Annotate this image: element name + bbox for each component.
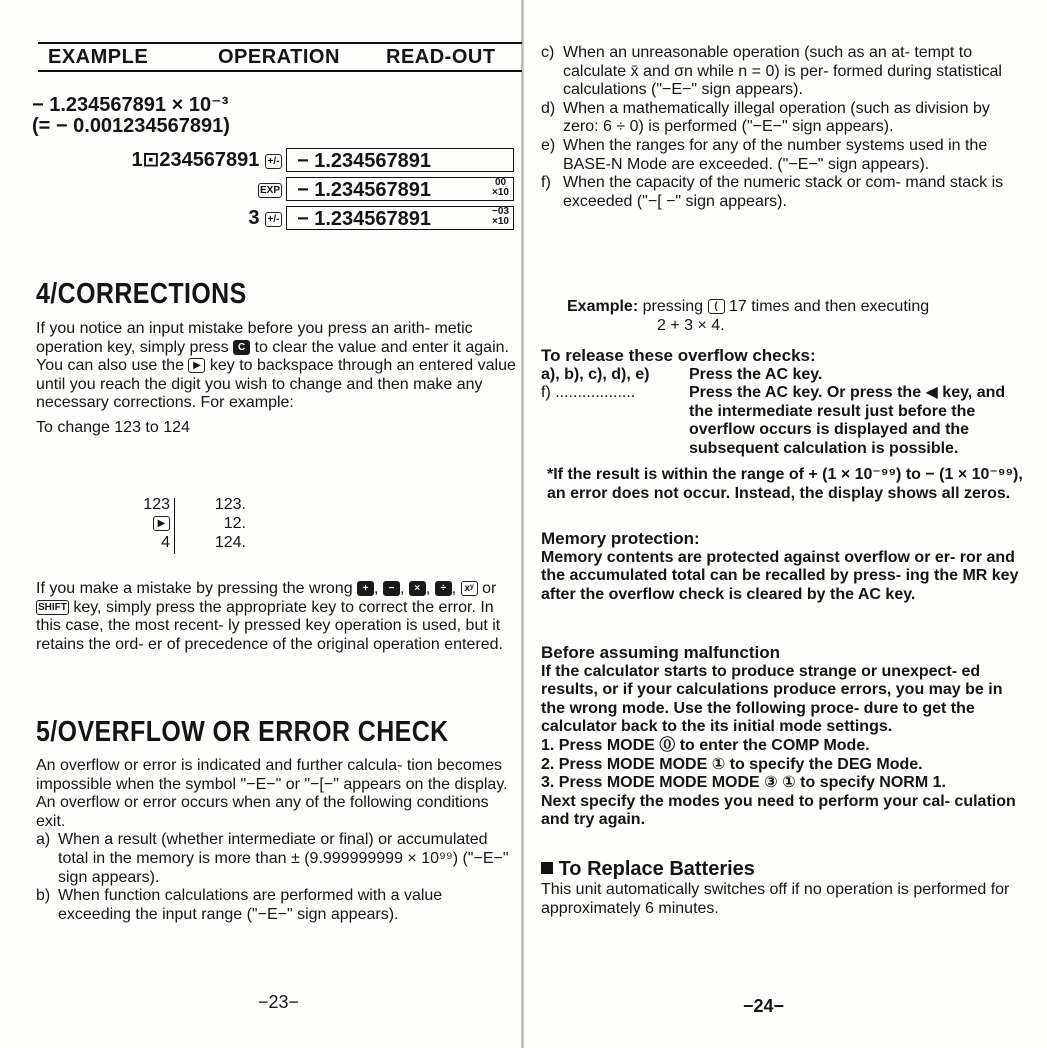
header-operation: OPERATION <box>218 46 340 68</box>
table-display: 124. <box>214 534 246 551</box>
change-example-label: To change 123 to 124 <box>36 418 190 436</box>
example-value: − 1.234567891 × 10⁻³ <box>32 94 229 116</box>
corrections-para1: If you notice an input mistake before you press an arith- metic operation key, simply press C to clear the value and enter it again. <box>36 320 509 356</box>
memory-text: Memory contents are protected against overflow or er- ror and the accumulated total can be recalled by press- ing the MR key after the overflow check is cleared by the AC key. <box>541 548 1019 603</box>
battery-text: This unit automatically switches off if no operation is performed for approximately 6 minutes. <box>541 881 1010 917</box>
table-input: 4 <box>161 534 170 551</box>
exp-key: EXP <box>259 185 280 196</box>
row3-exponent: −03 ×10 <box>492 206 509 227</box>
left-page <box>30 0 518 1048</box>
row3-readout: − 1.234567891 −03 ×10 <box>286 206 514 230</box>
corrections-para2: You can also use the ▶ key to backspace through an entered value until you reach the digit you wish to change and then make any necessary corrections. For example: <box>36 357 516 412</box>
row2-exponent: 00 ×10 <box>492 177 509 198</box>
row2-readout: − 1.234567891 00 ×10 <box>286 177 514 201</box>
table-input: 123 <box>143 496 170 513</box>
conditions-list <box>541 44 1025 211</box>
step-1: 1. Press MODE ⓪ to enter the COMP Mode. <box>541 736 870 754</box>
section5-body <box>36 757 516 924</box>
battery-section <box>541 858 1025 918</box>
divide-key: ÷ <box>435 581 452 596</box>
memory-title: Memory protection: <box>541 529 700 548</box>
battery-title: To Replace Batteries <box>541 858 1025 881</box>
list-item: f) When the capacity of the numeric stack or com- mand stack is exceeded ("−[ −" sign appears). <box>541 174 1004 210</box>
list-item: c) When an unreasonable operation (such as an at- tempt to calculate x̄ and σn while n = 0) is per- formed during statistical calculations ("−E−" sign appears). <box>541 44 1002 99</box>
change-table <box>90 496 270 556</box>
overflow-intro: An overflow or error is indicated and further calcula- tion becomes impossible when the symbol "−E−" or "−[−" appears on the display. An overflow or error occurs when any of the following conditions exit. <box>36 757 508 830</box>
release-section <box>541 347 1025 459</box>
malfunction-section <box>541 644 1025 830</box>
plus-key: + <box>357 581 374 596</box>
closing-text: Next specify the modes you need to perform your cal- culation and try again. <box>541 792 1016 829</box>
minus-key: − <box>383 581 400 596</box>
header-readout: READ-OUT <box>386 46 496 68</box>
malfunction-title: Before assuming malfunction <box>541 643 780 662</box>
section5-title: 5/OVERFLOW OR ERROR CHECK <box>36 716 449 748</box>
plusminus-key: +/- <box>265 154 282 169</box>
page-number: −24− <box>743 996 785 1016</box>
corrections-para3: If you make a mistake by pressing the wrong + , − , × , ÷ , xʸ or SHIFT key, simply press the appropriate key to correct the error. In this case, the most recent- ly pressed key operation is used, but it retains the ord- er of precedence of the original operation entered. <box>36 580 503 653</box>
backspace-key: ▶ <box>188 358 205 373</box>
example-table-header <box>38 42 522 72</box>
bullet-square-icon <box>541 862 553 874</box>
page-number: −23− <box>258 992 300 1012</box>
release-item: a), b), c), d), e) Press the AC key. <box>541 365 823 383</box>
list-item: e) When the ranges for any of the number systems used in the BASE-N Mode are exceeded. ("−E−" sign appears). <box>541 136 988 173</box>
malfunction-text: If the calculator starts to produce strange or unexpect- ed results, or if your calculations produce errors, you may be in the wrong mode. Use the following proce- dure to get the calculator back to the its initial mode settings. <box>541 662 1003 736</box>
table-divider <box>174 498 175 554</box>
example-value-decimal: (= − 0.001234567891) <box>32 115 230 137</box>
memory-section <box>541 530 1025 604</box>
row2-operation <box>258 177 282 201</box>
right-page <box>541 0 1025 1048</box>
stack-example: Example: pressing ( 17 times and then executing 2 + 3 × 4. <box>567 298 930 334</box>
shift-key: SHIFT <box>38 601 67 613</box>
zero-note: *If the result is within the range of + (1 × 10⁻⁹⁹) to − (1 × 10⁻⁹⁹), an error does not occur. Instead, the display shows all zeros. <box>547 466 1023 502</box>
multiply-key: × <box>409 581 426 596</box>
power-key: xʸ <box>461 581 478 596</box>
row1-operation: 1⊡234567891 +/- <box>131 148 282 172</box>
release-title: To release these overflow checks: <box>541 346 816 365</box>
row1-readout: − 1.234567891 <box>286 148 514 172</box>
header-example: EXAMPLE <box>48 46 149 68</box>
open-paren-key: ( <box>708 299 725 314</box>
table-display: 12. <box>223 515 246 532</box>
section4-body <box>36 320 516 438</box>
table-input <box>90 515 170 533</box>
row3-operation: 3 +/- <box>248 206 282 230</box>
clear-key: C <box>233 340 250 355</box>
backspace-key: ▶ <box>153 516 170 531</box>
list-item: b) When function calculations are performed with a value exceeding the input range ("−E−" sign appears). <box>36 887 443 923</box>
section4-title: 4/CORRECTIONS <box>36 278 247 310</box>
list-item: a) When a result (whether intermediate or final) or accumulated total in the memory is more than ± (9.999999999 × 10⁹⁹) ("−E−" sign appears). <box>36 831 509 886</box>
step-3: 3. Press MODE MODE MODE ③ ① to specify NORM 1. <box>541 774 946 792</box>
table-display: 123. <box>214 496 246 513</box>
list-item: d) When a mathematically illegal operation (such as division by zero: 6 ÷ 0) is performed ("−E−" sign appears). <box>541 99 990 136</box>
plusminus-key: +/- <box>265 212 282 227</box>
example-rows <box>30 148 518 238</box>
step-2: 2. Press MODE MODE ① to specify the DEG Mode. <box>541 755 923 773</box>
release-item: f) .................. Press the AC key. Or press the ◀ key, and the intermediate result just before the overflow occurs is displayed and the subsequent calculation is possible. <box>541 384 1006 457</box>
page-fold <box>521 0 524 1048</box>
